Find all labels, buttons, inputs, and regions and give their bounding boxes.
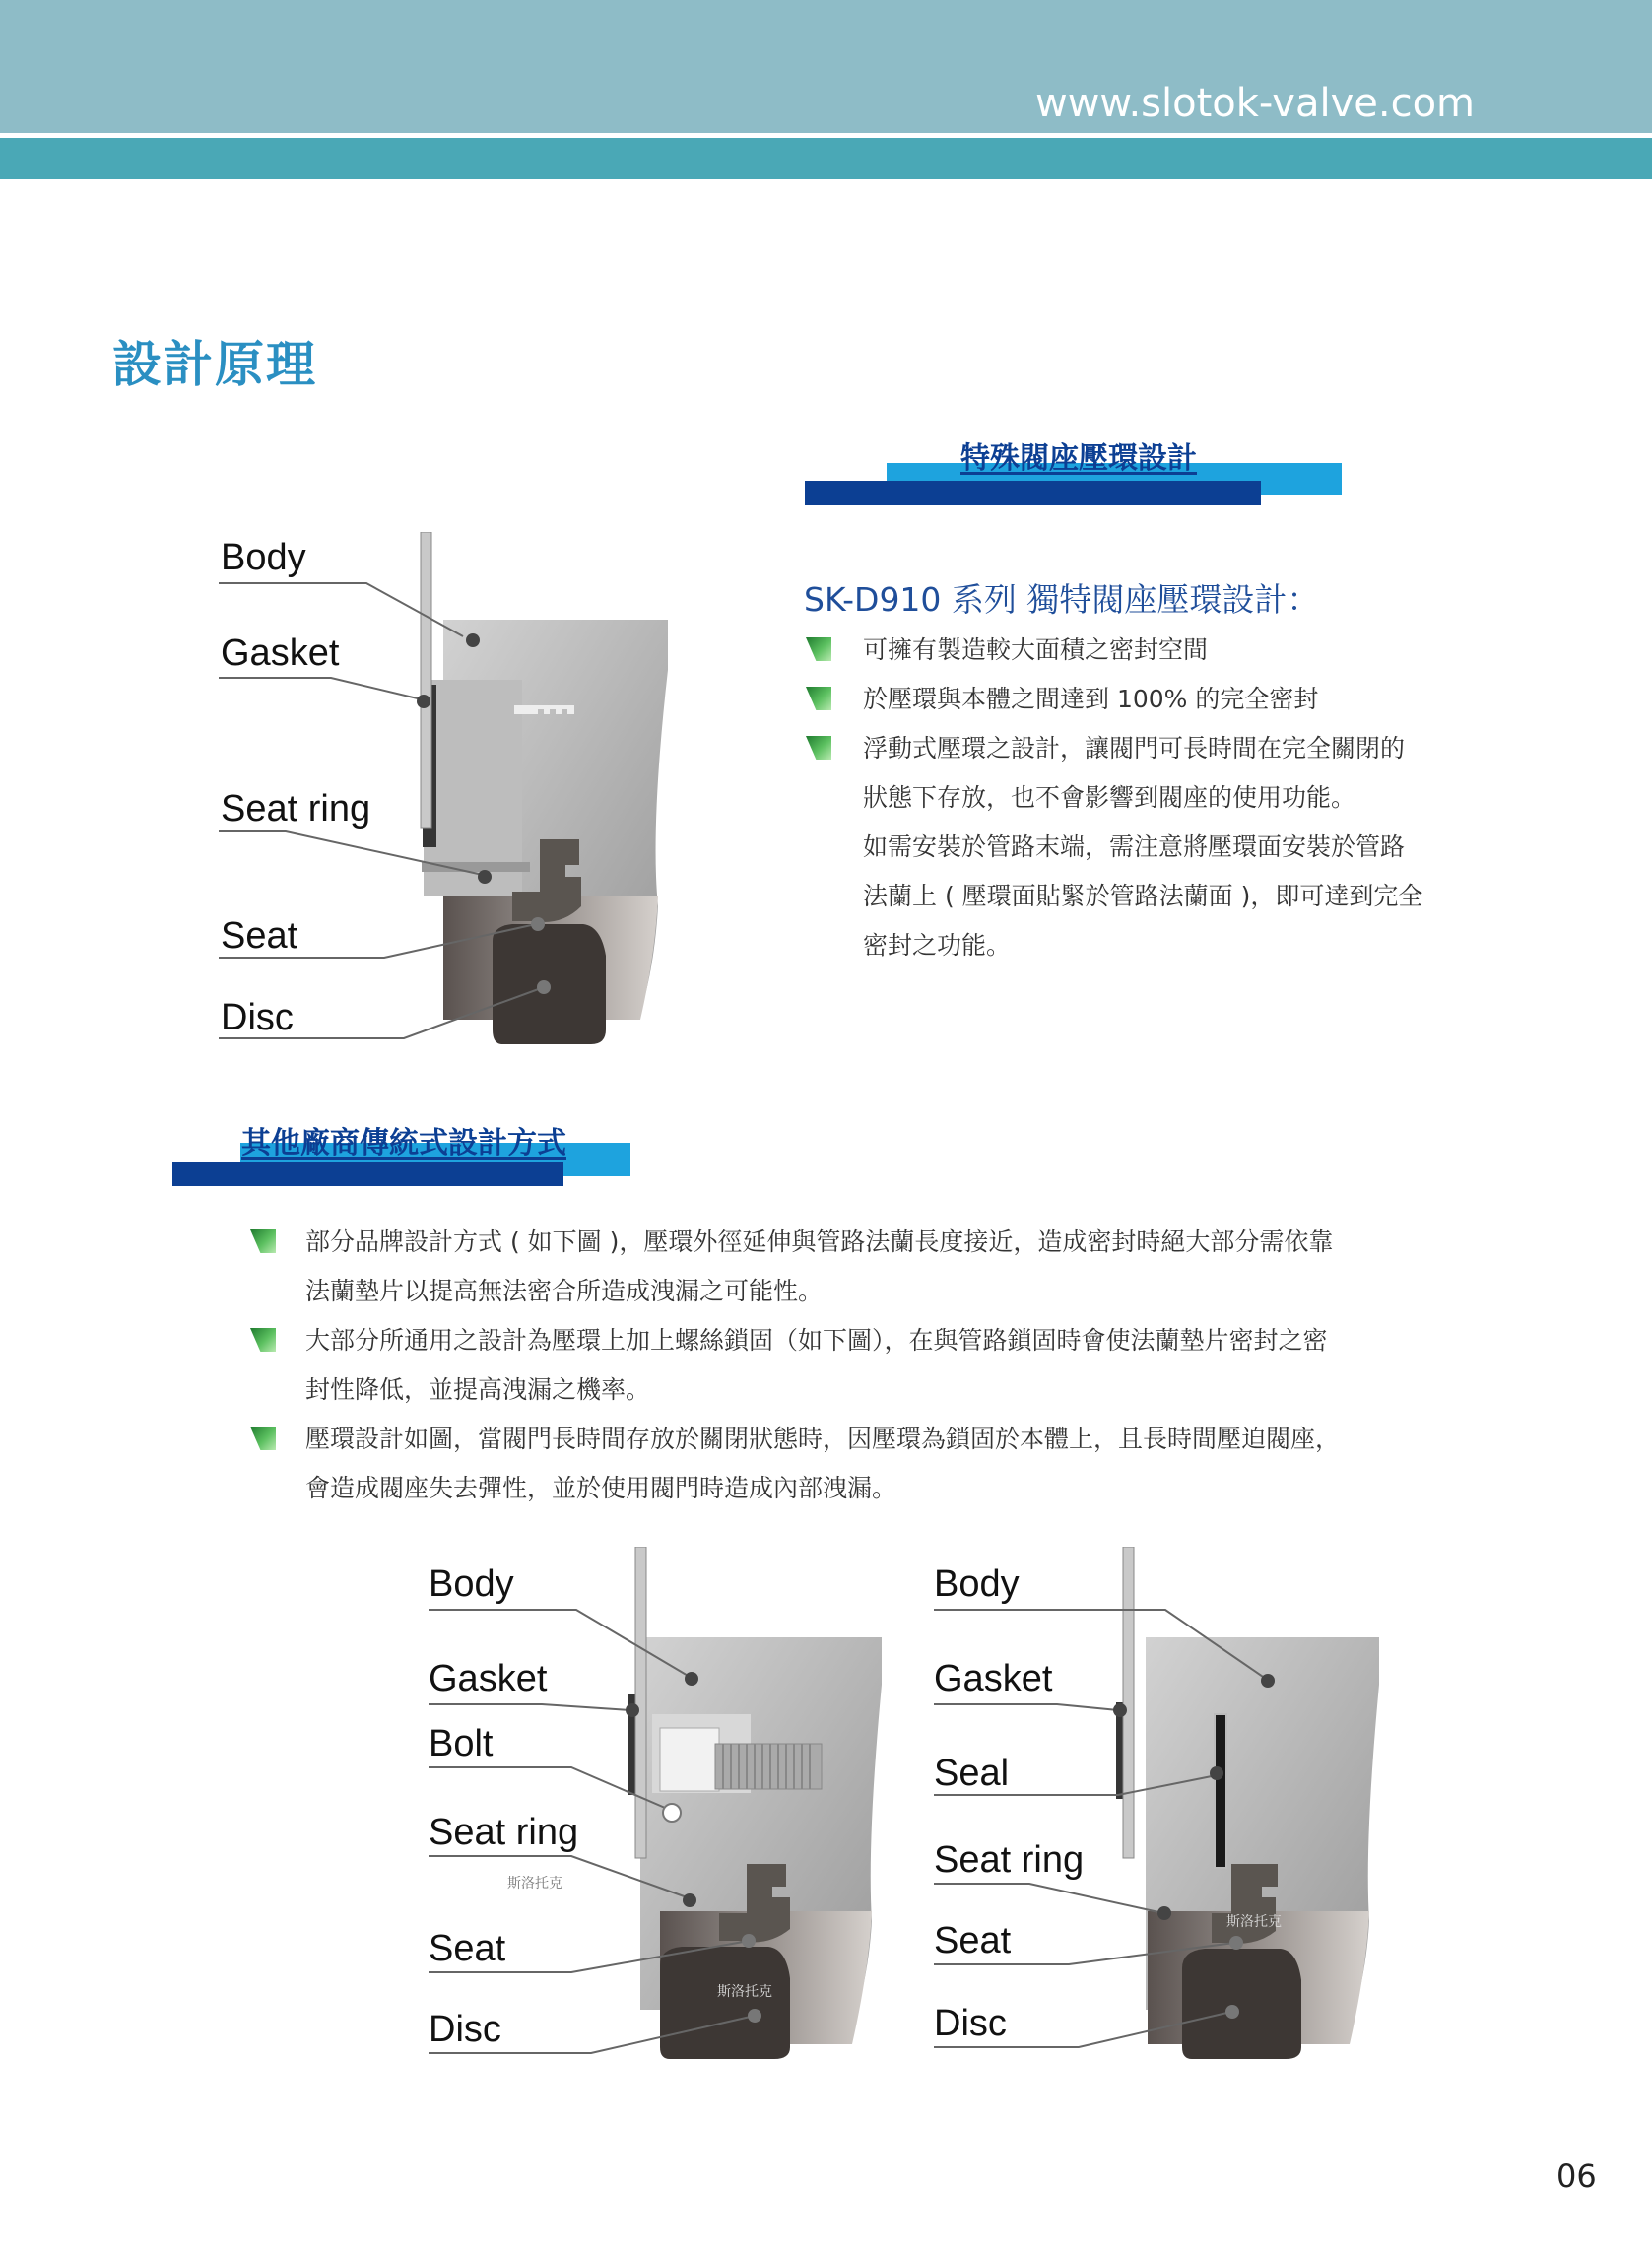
label-gasket: Gasket [429, 1658, 548, 1699]
label-body: Body [429, 1563, 514, 1605]
list-item-text-line: 會造成閥座失去彈性，並於使用閥門時造成內部洩漏。 [305, 1474, 897, 1502]
list-item [806, 675, 1495, 724]
label-seat-ring: Seat ring [221, 788, 371, 830]
seat-ring-diagram [207, 532, 699, 1044]
list-item-text-line: 法蘭上 ( 壓環面貼緊於管路法蘭面 )，即可達到完全 [863, 882, 1423, 910]
label-seat: Seat [221, 915, 298, 957]
banner-accent-dark [172, 1162, 563, 1186]
list-item [250, 1415, 1501, 1513]
label-seat-ring: Seat ring [429, 1812, 579, 1853]
list-item-text-line: 密封之功能。 [863, 931, 1012, 960]
valve-body-shape [1116, 1547, 1379, 2059]
list-item-text-line: 狀態下存放，也不會影響到閥座的使用功能。 [863, 783, 1356, 812]
label-seat: Seat [934, 1920, 1012, 1961]
header-strip [0, 138, 1652, 179]
list-item [250, 1316, 1501, 1415]
label-bolt: Bolt [429, 1723, 494, 1764]
bullet-marker-icon [250, 1229, 276, 1253]
valve-body-shape [628, 1547, 882, 2059]
bolt-design-diagram [424, 1547, 916, 2059]
watermark-text: 斯洛托克 [717, 1984, 772, 2000]
label-disc: Disc [221, 997, 294, 1038]
list-item-text-line: 壓環設計如圖，當閥門長時間存放於關閉狀態時，因壓環為鎖固於本體上，且長時間壓迫閥座， [305, 1425, 1341, 1453]
list-item [806, 724, 1495, 970]
traditional-design-list [250, 1218, 1501, 1513]
list-item [806, 626, 1495, 675]
list-item-text-line: 部分品牌設計方式 ( 如下圖 )，壓環外徑延伸與管路法蘭長度接近，造成密封時絕大部分需依靠 [305, 1228, 1334, 1256]
label-disc: Disc [934, 2003, 1007, 2044]
bullet-marker-icon [806, 736, 831, 760]
list-item-text-line: 如需安裝於管路末端，需注意將壓環面安裝於管路 [863, 832, 1406, 861]
other-section-title: 其他廠商傳統式設計方式 [241, 1126, 566, 1161]
bullet-marker-icon [806, 637, 831, 661]
list-item [250, 1218, 1501, 1316]
bullet-marker-icon [250, 1427, 276, 1450]
special-section-title: 特殊閥座壓環設計 [960, 441, 1197, 476]
label-seat: Seat [429, 1928, 506, 1969]
watermark-text: 斯洛托克 [1226, 1914, 1282, 1930]
special-feature-list [806, 626, 1495, 970]
list-item-text-line: 封性降低，並提高洩漏之機率。 [305, 1375, 651, 1404]
label-body: Body [934, 1563, 1020, 1605]
list-item-text-line: 浮動式壓環之設計，讓閥門可長時間在完全關閉的 [863, 734, 1406, 763]
list-item-text: 可擁有製造較大面積之密封空間 [863, 635, 1209, 664]
label-seat-ring: Seat ring [934, 1839, 1085, 1881]
label-seal: Seal [934, 1753, 1010, 1794]
list-item-text-line: 大部分所通用之設計為壓環上加上螺絲鎖固（如下圖），在與管路鎖固時會使法蘭墊片密封之密 [305, 1326, 1328, 1355]
site-url[interactable]: www.slotok-valve.com [1034, 81, 1475, 126]
seal-design-diagram [931, 1547, 1423, 2059]
label-gasket: Gasket [221, 632, 340, 674]
special-section-lead: SK-D910 系列 獨特閥座壓環設計： [804, 580, 1320, 619]
list-item-text: 於壓環與本體之間達到 100% 的完全密封 [863, 685, 1319, 713]
banner-accent-dark [805, 481, 1261, 505]
label-gasket: Gasket [934, 1658, 1053, 1699]
bullet-marker-icon [806, 687, 831, 710]
page-number: 06 [1556, 2157, 1597, 2195]
watermark-text: 斯洛托克 [507, 1876, 562, 1892]
bullet-marker-icon [250, 1328, 276, 1352]
valve-body-shape [421, 532, 668, 1044]
page-title: 設計原理 [112, 336, 317, 393]
label-disc: Disc [429, 2009, 501, 2050]
list-item-text-line: 法蘭墊片以提高無法密合所造成洩漏之可能性。 [305, 1277, 824, 1305]
label-body: Body [221, 537, 306, 578]
